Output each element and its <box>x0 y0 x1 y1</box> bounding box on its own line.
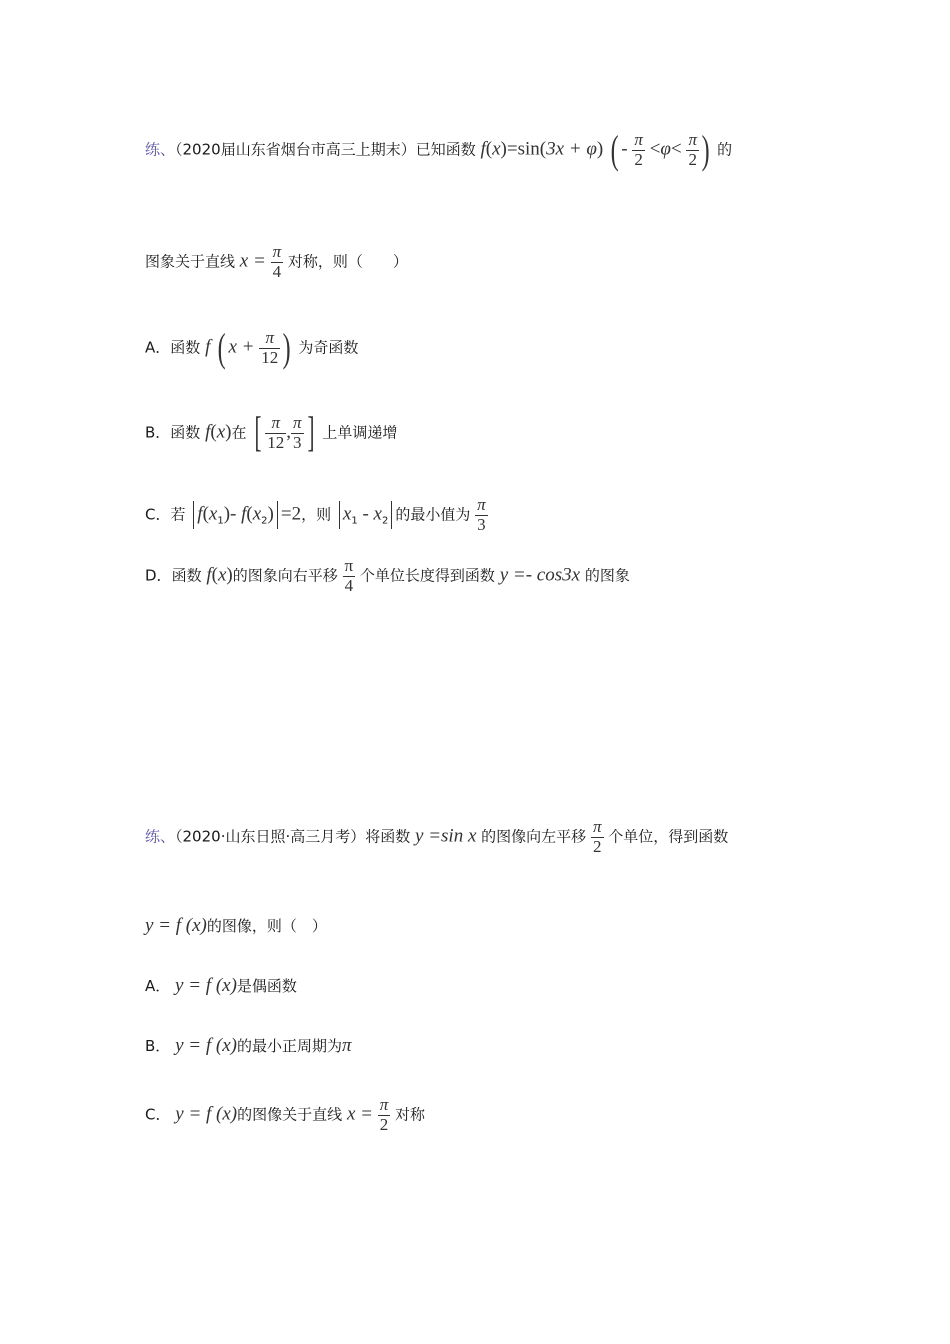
p1-optC-eq: =2 <box>280 503 302 525</box>
p1-optA-post: 为奇函数 <box>298 338 359 357</box>
p2-option-c <box>145 1096 425 1134</box>
p1-optC-label: C． <box>145 505 171 524</box>
p1-optD-mid2: 个单位长度得到函数 <box>359 566 495 585</box>
p1-optB-label: B． <box>145 423 171 442</box>
p1-optB-mid: 在 <box>231 423 247 442</box>
p1-label: 练、 <box>145 140 176 159</box>
p2-func: y =sin x <box>415 825 477 847</box>
p2-line2-post: 的图像，则（ ） <box>206 917 327 935</box>
p1-optB-post: 上单调递增 <box>322 423 398 442</box>
p1-optA-f: f <box>205 336 211 358</box>
p2-optC-func: y = f (x) <box>175 1103 238 1125</box>
p2-frac: $\frac{\pi}{2}$ <box>592 817 602 856</box>
p1-optB-f: f <box>205 421 211 443</box>
p1-option-c: C．若 $f(x_1)-$ $f(x_2) =2$，则 $x_1 - x_2$ 的最小值为 $\frac{\pi}{3}$ <box>145 495 486 534</box>
p1-optD-post: 的图象 <box>584 566 630 585</box>
p2-line2-func: y = f (x) <box>145 915 207 936</box>
p1-cond-minus: - <box>621 138 628 160</box>
p1-cond-lt1: < <box>649 138 661 160</box>
p2-optA-func: y = f (x) <box>175 975 237 996</box>
p1-option-d: D．函数 f(x)的图象向右平移 $\frac{\pi}{4}$ 个单位长度得到函数 y =- cos3x 的图象 <box>145 556 630 595</box>
p1-cond-phi: φ <box>660 138 671 160</box>
p2-line1 <box>145 818 728 856</box>
p1-func-x: x <box>492 138 501 160</box>
p1-optD-f: f <box>206 564 212 586</box>
p1-optD-x: x <box>217 564 227 586</box>
p1-line2-frac: $\frac{\pi}{4}$ <box>272 242 282 281</box>
p1-optD-label: D． <box>145 566 172 585</box>
p1-optB-frac2: $\frac{\pi}{3}$ <box>293 412 302 452</box>
p1-line2 <box>145 243 408 281</box>
p2-optC-post: 对称 <box>395 1105 426 1124</box>
p2-option-a <box>145 975 297 997</box>
p1-optD-pre: 函数 <box>171 566 202 585</box>
p1-optA-frac: $\frac{\pi}{12}$ <box>261 327 279 367</box>
p2-optC-frac: $\frac{\pi}{2}$ <box>379 1095 389 1134</box>
p1-optA-xplus: x + <box>228 336 255 358</box>
p1-optC-frac: $\frac{\pi}{3}$ <box>477 495 486 534</box>
p1-cond-frac1: $\frac{\pi}{2}$ <box>634 129 643 169</box>
p1-cond-frac2: $\frac{\pi}{2}$ <box>688 129 697 169</box>
p1-optB-x: x <box>216 421 226 443</box>
p1-optC-post: 的最小值为 <box>395 505 471 524</box>
p1-line2-suffix: 对称，则（ ） <box>287 252 408 271</box>
p2-source: （2020·山东日照·高三月考）将函数 <box>175 827 411 846</box>
p2-line2 <box>145 915 327 937</box>
p1-optB-frac1: $\frac{\pi}{12}$ <box>267 412 285 452</box>
p1-option-a: A．函数 f ( x + $\frac{\pi}{12}$ ) 为奇函数 <box>145 325 359 370</box>
p1-optC-f1: f <box>197 503 203 525</box>
p1-optC-f2: f <box>241 503 247 525</box>
p1-optA-pre: 函数 <box>170 338 201 357</box>
p1-optD-frac: $\frac{\pi}{4}$ <box>344 556 354 595</box>
p1-optD-func: y =- cos3x <box>499 564 581 586</box>
p2-option-b <box>145 1035 352 1057</box>
p2-optB-post: 的最小正周期为 <box>236 1037 342 1055</box>
p1-line1: 练、（2020届山东省烟台市高三上期末）已知函数 f(x)=sin(3x + φ) ( - $\frac{\pi}{2}$ <φ< $\frac{\pi}{2}$ ) 的 <box>145 127 733 172</box>
p1-func-eq: =sin <box>506 138 540 160</box>
p1-func-arg: 3x + φ <box>546 138 597 160</box>
p2-optC-mid: 的图像关于直线 <box>237 1105 343 1124</box>
p1-optC-mid: ，则 <box>301 505 332 524</box>
p2-optB-pi: π <box>341 1035 352 1056</box>
p1-cond-lt2: < <box>670 138 682 160</box>
p2-label: 练、 <box>145 827 176 846</box>
p1-line2-prefix: 图象关于直线 <box>145 252 236 271</box>
p2-optC-label: C． <box>145 1105 171 1124</box>
p1-optB-pre: 函数 <box>170 423 201 442</box>
p1-source: （2020届山东省烟台市高三上期末）已知函数 <box>175 140 476 159</box>
p2-optA-label: A． <box>145 977 171 995</box>
p2-mid2: 个单位，得到函数 <box>608 827 729 846</box>
p2-optA-post: 是偶函数 <box>236 977 297 995</box>
p2-optB-func: y = f (x) <box>175 1035 237 1056</box>
p1-optD-mid: 的图象向右平移 <box>232 566 338 585</box>
p1-option-b: B．函数 f(x)在 [ $\frac{\pi}{12}$ , $\frac{\pi}{3}$ ] 上单调递增 <box>145 410 398 456</box>
p1-after-func: 的 <box>717 140 733 159</box>
p2-optB-label: B． <box>145 1037 171 1055</box>
p1-func-f: f <box>480 138 486 160</box>
p1-line2-x: x = <box>239 250 266 272</box>
p2-mid: 的图像向左平移 <box>481 827 587 846</box>
p1-optC-pre: 若 <box>170 505 186 524</box>
p1-optA-label: A． <box>145 338 171 357</box>
p2-optC-x: x = <box>346 1103 373 1125</box>
